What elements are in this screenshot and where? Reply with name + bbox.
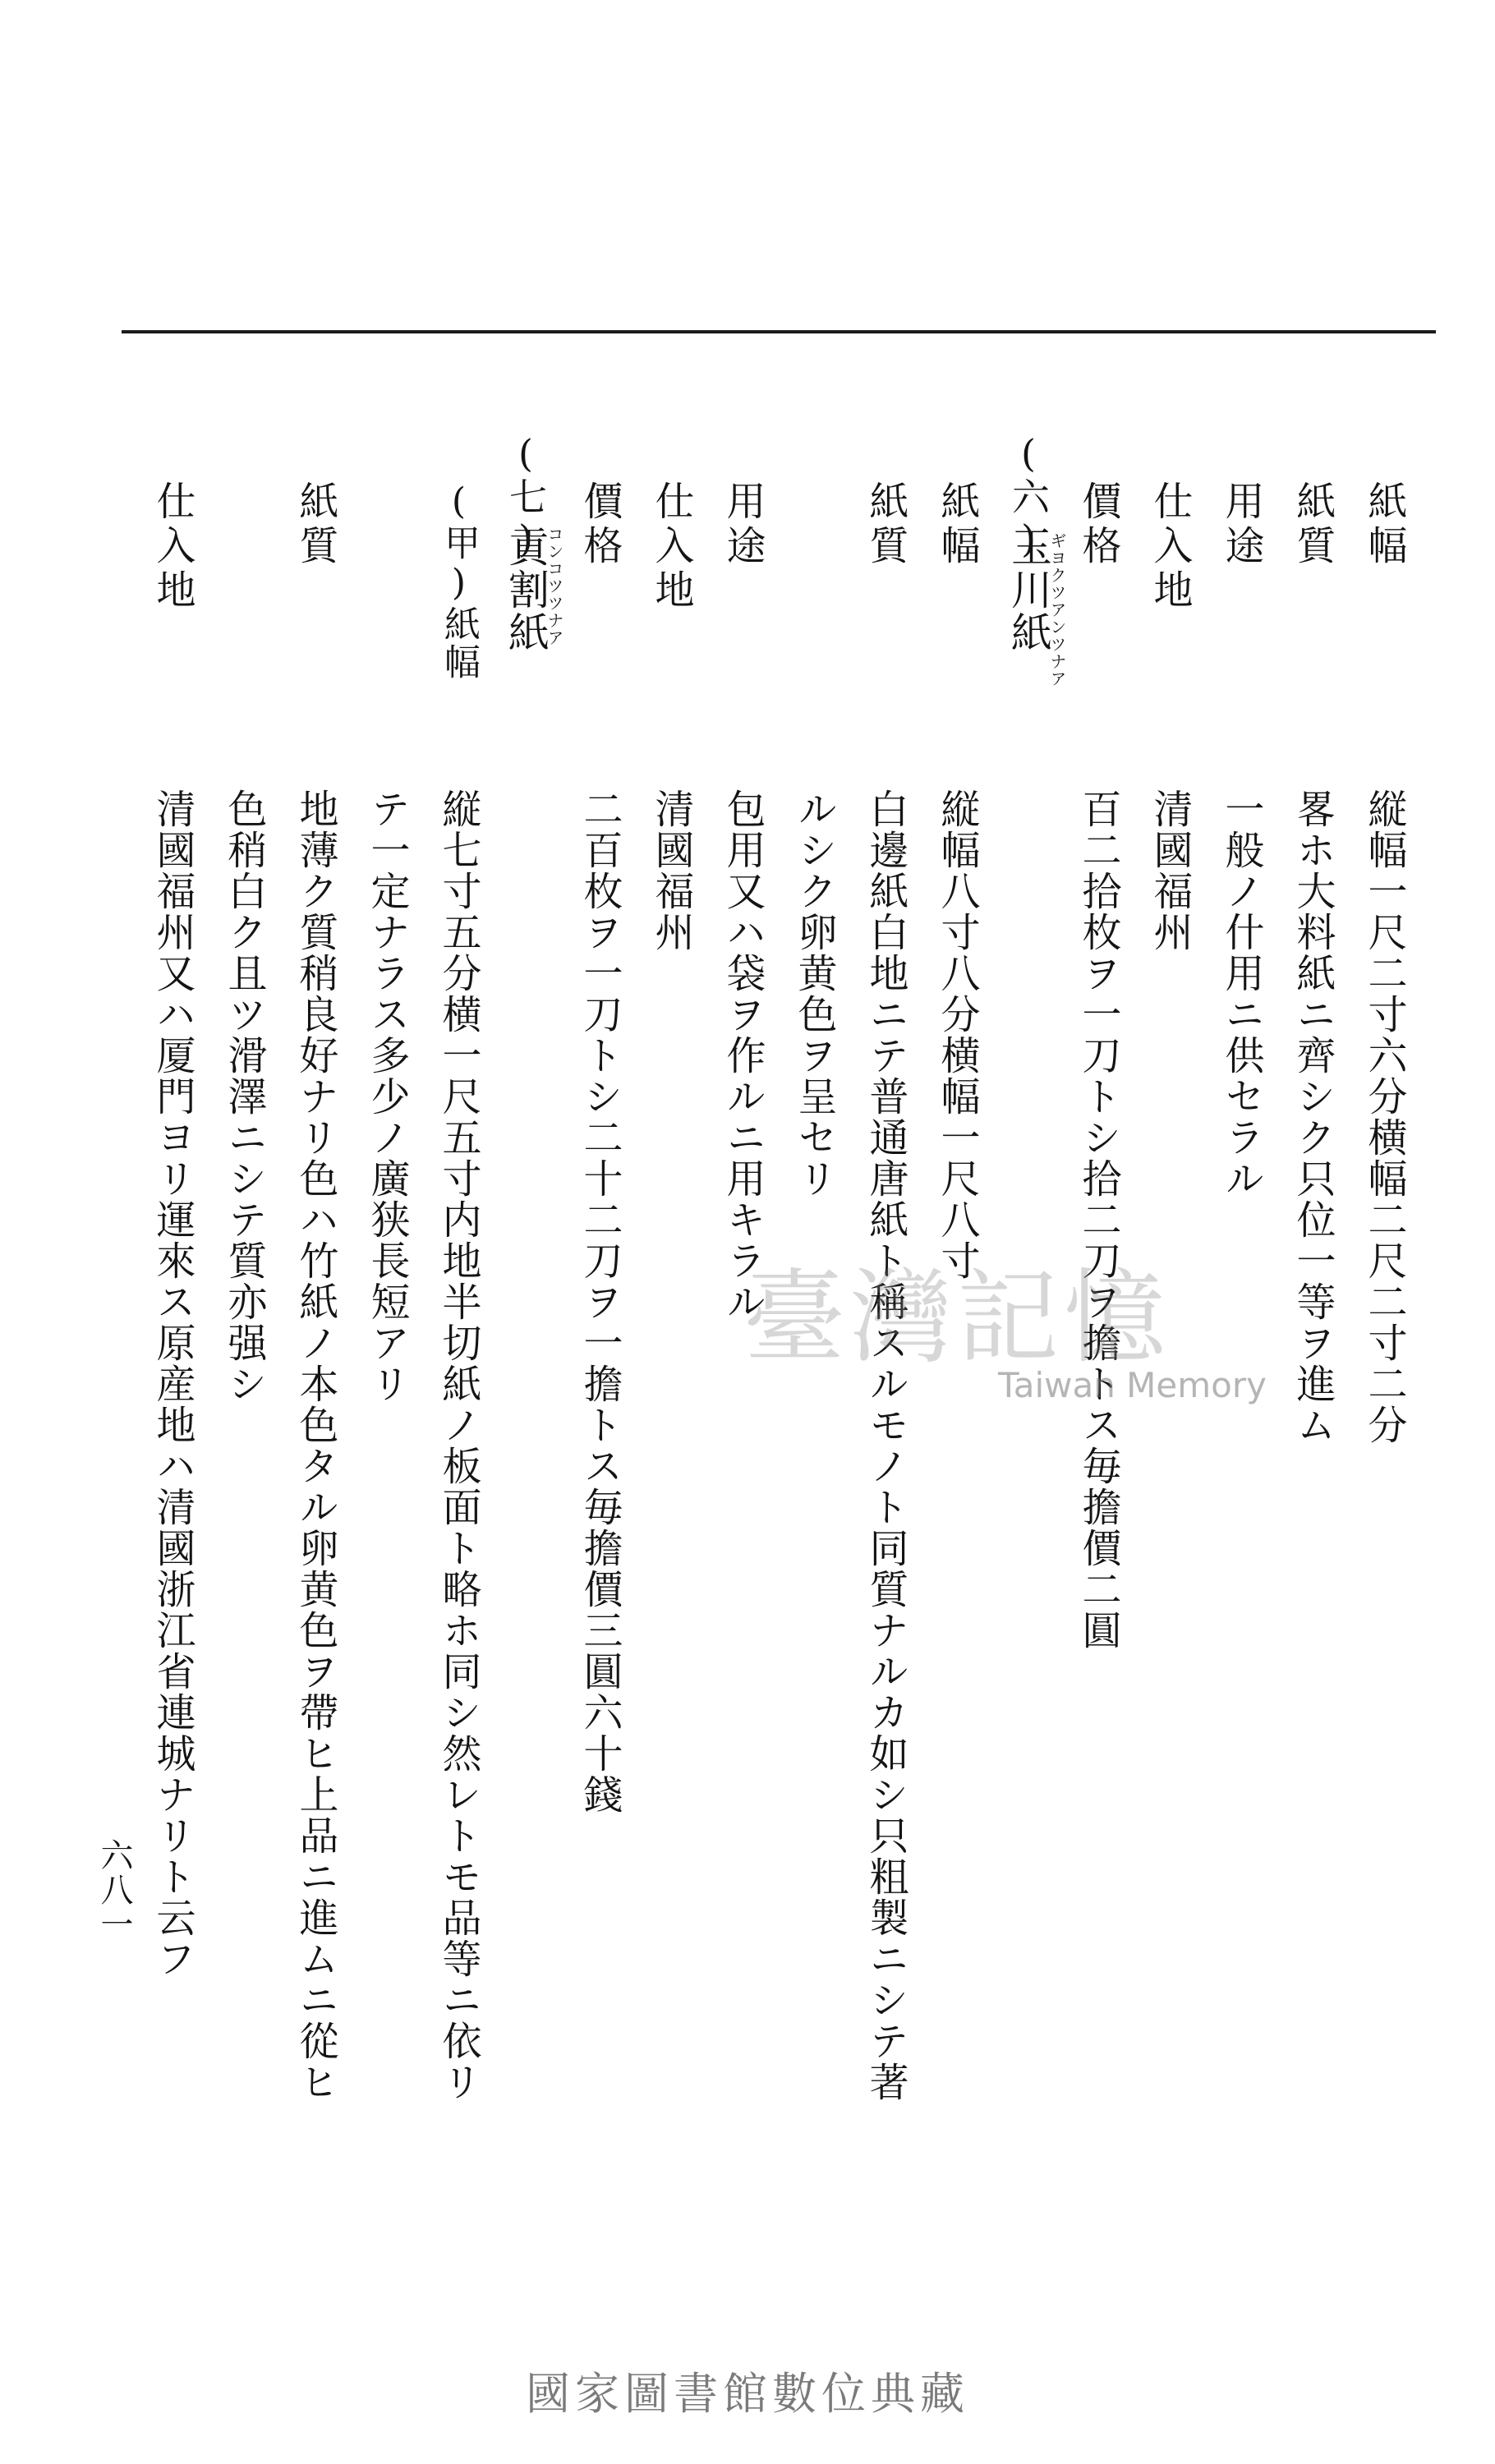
section-seven-title-reading: コンコツツナア [545,526,564,646]
label-price-six: 價格 [577,480,623,569]
label-price-prev: 價格 [1075,480,1121,569]
text-price-six: 二百枚ヲ一刀トシ二十二刀ヲ一擔トス毎擔價三圓六十錢 [577,788,623,1815]
label-quality-six: 紙質 [862,480,908,569]
text-quality-seven-2: 色稍白ク且ツ滑澤ニシテ質亦强シ [221,788,267,1404]
section-seven-number: (七) [504,431,548,563]
text-quality-seven-1: 地薄ク質稍良好ナリ色ハ竹紙ノ本色タル卵黄色ヲ帶ヒ上品ニ進ムニ從ヒ [292,788,338,2103]
text-source-prev: 清國福州 [1147,788,1193,953]
text-quality-six-2: ルシク卵黄色ヲ呈セリ [791,788,837,1199]
text-use-six: 包用又ハ袋ヲ作ルニ用キラル [720,788,766,1322]
text-source-six: 清國福州 [648,788,694,953]
text-use-prev: 一般ノ什用ニ供セラル [1218,788,1264,1199]
label-width-seven: (甲)紙幅 [438,480,480,681]
footer-credit: 國家圖書館數位典藏 [526,2368,969,2420]
label-quality-seven: 紙質 [292,480,338,569]
label-width-prev: 紙幅 [1361,480,1407,569]
header-rule [122,330,1436,333]
label-source-seven: 仕入地 [150,480,196,614]
text-width-prev: 縦幅一尺二寸六分横幅二尺二寸二分 [1361,788,1407,1446]
section-six-title: 玉川紙 [1005,526,1052,654]
section-six-title-reading: ギヨクツアンツナア [1047,532,1067,687]
label-width-six: 紙幅 [934,480,980,569]
text-source-seven: 清國福州又ハ厦門ヨリ運來ス原産地ハ清國浙江省連城ナリト云フ [150,788,196,1979]
text-width-seven-2: テ一定ナラス多少ノ廣狭長短アリ [364,788,410,1404]
text-price-prev: 百二拾枚ヲ一刀トシ拾二刀ヲ擔トス毎擔價二圓 [1075,788,1121,1651]
label-source-prev: 仕入地 [1147,480,1193,614]
text-width-seven-1: 縦七寸五分横一尺五寸内地半切紙ノ板面ト略ホ同シ然レトモ品等ニ依リ [435,788,481,2103]
section-six-number: (六) [1006,431,1051,563]
watermark-logo: 臺灣記憶 [743,1259,1171,1377]
watermark-subtitle: Taiwan Memory [998,1365,1267,1405]
section-seven-title: 貢割紙 [502,526,550,654]
text-quality-six-1: 白邊紙白地ニテ普通唐紙ト稱スルモノト同質ナルカ如シ只粗製ニシテ著 [862,788,908,2103]
text-width-six: 縦幅八寸八分横幅一尺八寸 [934,788,980,1281]
text-quality-prev: 畧ホ大料紙ニ齊シク只位一等ヲ進ム [1290,788,1336,1446]
label-quality-prev: 紙質 [1290,480,1336,569]
label-source-six: 仕入地 [648,480,694,614]
page-number: 六八一 [95,1838,133,1942]
label-use-six: 用途 [720,480,766,569]
label-use-prev: 用途 [1218,480,1264,569]
